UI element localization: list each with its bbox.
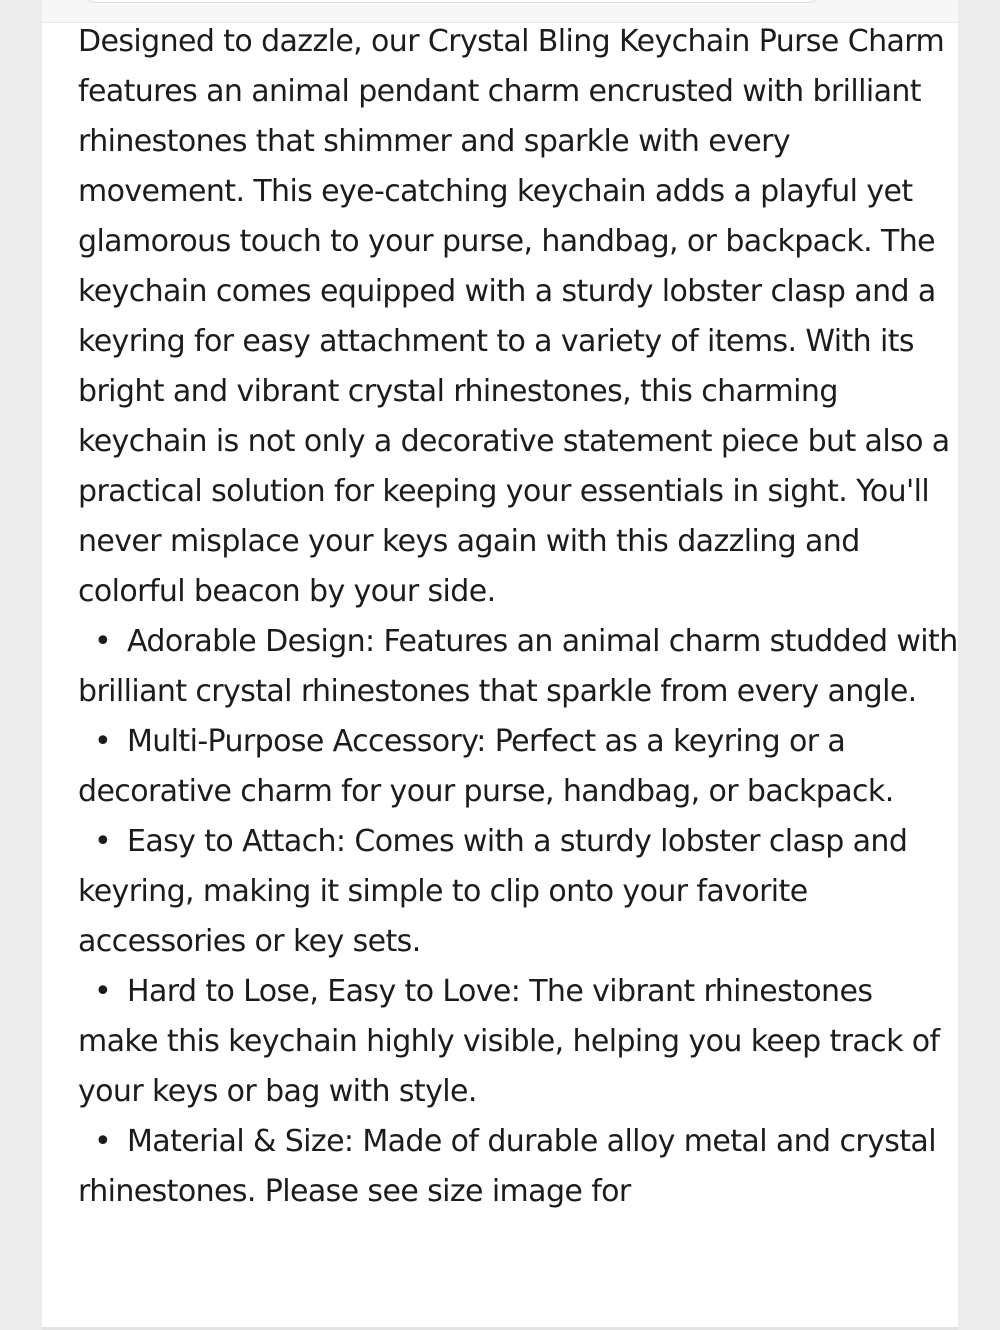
feature-text: Multi-Purpose Accessory: Perfect as a keyring or a decorative charm for your purse, handbag, or backpack. — [78, 724, 894, 809]
bullet-icon: • — [93, 724, 112, 759]
feature-text: Adorable Design: Features an animal charm studded with brilliant crystal rhinestones that sparkle from every angle. — [78, 624, 958, 709]
previous-section-edge — [80, 0, 824, 3]
feature-item — [78, 1117, 958, 1217]
product-description — [78, 17, 958, 1217]
bullet-icon: • — [93, 1124, 112, 1159]
feature-list — [78, 617, 958, 1217]
feature-text: Easy to Attach: Comes with a sturdy lobster clasp and keyring, making it simple to clip onto your favorite accessories or key sets. — [78, 824, 908, 959]
bullet-icon: • — [93, 974, 112, 1009]
feature-item — [78, 617, 958, 717]
feature-item — [78, 717, 958, 817]
bullet-icon: • — [93, 624, 112, 659]
description-paragraph: Designed to dazzle, our Crystal Bling Keychain Purse Charm features an animal pendant charm encrusted with brilliant rhinestones that shimmer and sparkle with every movement. This eye-catching keychain adds a playful yet glamorous touch to your purse, handbag, or backpack. The keychain comes equipped with a sturdy lobster clasp and a keyring for easy attachment to a variety of items. With its bright and vibrant crystal rhinestones, this charming keychain is not only a decorative statement piece but also a practical solution for keeping your essentials in sight. You'll never misplace your keys again with this dazzling and colorful beacon by your side. — [78, 24, 950, 609]
bullet-icon: • — [93, 824, 112, 859]
feature-item — [78, 967, 958, 1117]
product-description-page — [42, 0, 958, 1330]
feature-item — [78, 817, 958, 967]
feature-text: Material & Size: Made of durable alloy metal and crystal rhinestones. Please see size image for — [78, 1124, 936, 1209]
feature-text: Hard to Lose, Easy to Love: The vibrant rhinestones make this keychain highly visible, helping you keep track of your keys or bag with style. — [78, 974, 940, 1109]
